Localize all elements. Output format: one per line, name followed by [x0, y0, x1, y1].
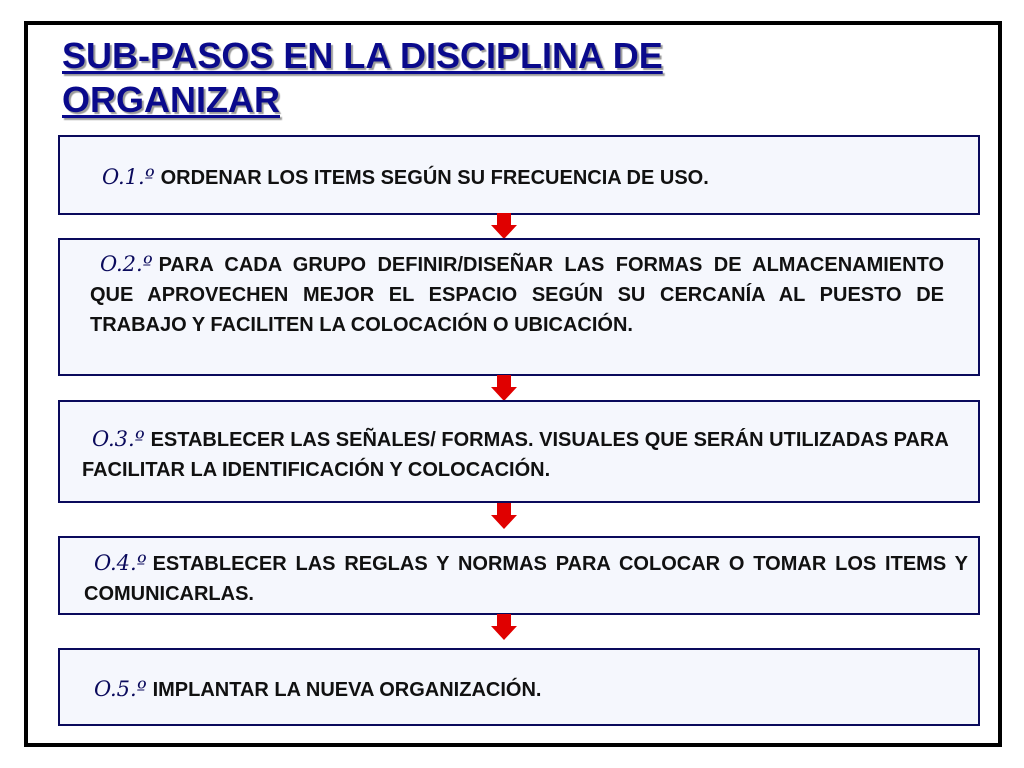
step-4-number: O.4.º [94, 551, 147, 575]
step-5-text: IMPLANTAR LA NUEVA ORGANIZACIÓN. [152, 679, 542, 701]
slide-title: SUB-PASOS EN LA DISCIPLINA DE ORGANIZAR [62, 35, 663, 120]
step-1-number: O.1.º [102, 165, 155, 189]
down-arrow-icon [490, 614, 518, 640]
step-box-4 [58, 536, 980, 615]
step-1-line [102, 162, 964, 193]
step-box-1 [58, 135, 980, 215]
step-3-number: O.3.º [92, 427, 145, 451]
step-box-2 [58, 238, 980, 376]
step-box-3 [58, 400, 980, 503]
down-arrow-icon [490, 375, 518, 401]
step-5-line [94, 674, 964, 705]
down-arrow-icon [490, 213, 518, 239]
step-5-number: O.5.º [94, 677, 147, 701]
step-4-line [84, 548, 968, 609]
step-2-text: PARA CADA GRUPO DEFINIR/DISEÑAR LAS FORMAS DE ALMACENAMIENTO QUE APROVECHEN MEJOR EL ESPACIO SEGÚN SU CERCANÍA AL PUESTO DE TRABAJO Y FACILITEN LA COLOCACIÓN O UBICACIÓN. [90, 254, 944, 336]
down-arrow-icon [490, 503, 518, 529]
step-2-line [90, 249, 944, 340]
step-3-line [82, 424, 952, 485]
step-3-text: ESTABLECER LAS SEÑALES/ FORMAS. VISUALES QUE SERÁN UTILIZADAS PARA FACILITAR LA IDENTIFICACIÓN Y COLOCACIÓN. [82, 429, 949, 481]
step-1-text: ORDENAR LOS ITEMS SEGÚN SU FRECUENCIA DE USO. [160, 167, 709, 189]
step-box-5 [58, 648, 980, 726]
step-2-number: O.2.º [100, 252, 153, 276]
step-4-text: ESTABLECER LAS REGLAS Y NORMAS PARA COLOCAR O TOMAR LOS ITEMS Y COMUNICARLAS. [84, 553, 968, 605]
